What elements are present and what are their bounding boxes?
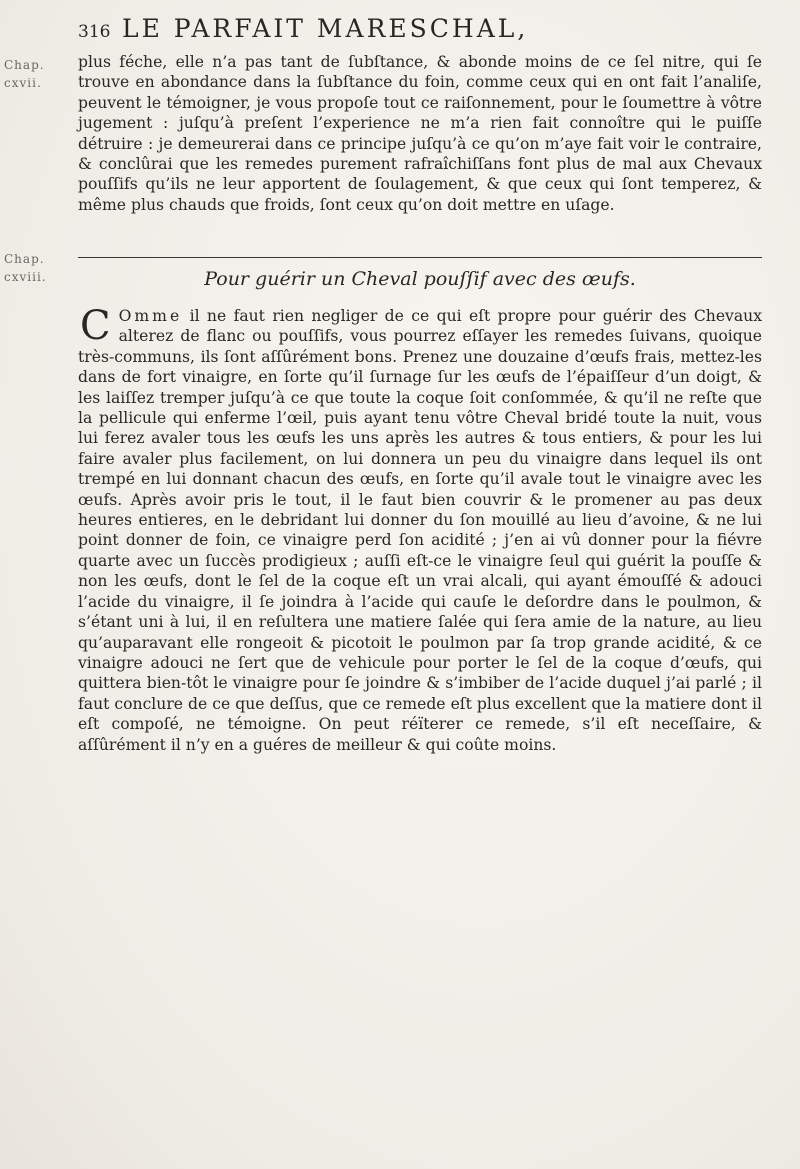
main-paragraph: [78, 303, 762, 755]
margin-chapter-label: Chap.: [4, 252, 45, 266]
first-word: Omme: [118, 307, 183, 325]
main-text: il ne faut rien negliger de ce qui eſt propre pour guérir des Chevaux alterez de flanc ou pouſſifs, vous pourrez eſſayer les remedes ſuivans, quoique très-communs, ils ſont aſſûrément bons. Prenez une douzaine d’œufs frais, mettez-les dans de fort vinaigre, en ſorte qu’il ſurnage ſur les œufs de l’épaiſſeur d’un doigt, & les laiſſez tremper juſqu’à ce que toute la coque ſoit conſommée, & qu’il ne reſte que la pellicule qui enferme l’œil, puis ayant tenu vôtre Cheval bridé toute la nuit, vous lui ferez avaler tous les œufs les uns après les autres & tous entiers, & pour les lui faire avaler plus facilement, on lui donnera un peu du vinaigre dans lequel ils ont trempé en lui donnant chacun des œufs, en ſorte qu’il avale tout le vinaigre avec les œufs. Après avoir pris le tout, il le faut bien couvrir & le promener au pas deux heures entieres, en le debridant lui donner du ſon mouillé au lieu d’avoine, & ne lui point donner de foin, ce vinaigre perd ſon acidité ; j’en ai vû donner pour la fiévre quarte avec un ſuccès prodigieux ; auſſi eſt-ce le vinaigre ſeul qui guérit la pouſſe & non les œufs, dont le ſel de la coque eſt un vrai alcali, qui ayant émouſſé & adouci l’acide du vinaigre, il ſe joindra à l’acide qui cauſe le deſordre dans le poulmon, & s’étant uni à lui, il en reſultera une matiere ſalée qui ſera amie de la nature, au lieu qu’auparavant elle rongeoit & picotoit le poulmon par ſa trop grande acidité, & ce vinaigre adouci ne ſert que de vehicule pour porter le ſel de la coque d’œufs, qui quittera bien-tôt le vinaigre pour ſe joindre & s’imbiber de l’acide duquel j’ai parlé ; il faut conclure de ce que deſſus, que ce remede eſt plus excellent que la matiere dont il eſt compoſé, ne témoigne. On peut réïterer ce remede, s’il eſt neceſſaire, & aſſûrément il n’y en a guéres de meilleur & qui coûte moins.: [78, 307, 762, 754]
margin-note-chapter-cxvii: [4, 56, 64, 92]
margin-chapter-number: cxvii.: [4, 76, 42, 90]
drop-cap: C: [80, 303, 111, 349]
margin-chapter-label: Chap.: [4, 58, 45, 72]
section-title: Pour guérir un Cheval pouſſif avec des œufs.: [204, 268, 636, 290]
section-divider: [78, 257, 762, 258]
running-title: LE PARFAIT MARESCHAL,: [122, 14, 529, 43]
margin-note-chapter-cxviii: [4, 250, 64, 286]
page-header: [78, 14, 768, 44]
margin-chapter-number: cxviii.: [4, 270, 47, 284]
intro-text: plus féche, elle n’a pas tant de ſubſtance, & abonde moins de ce ſel nitre, qui ſe trouve en abondance dans la ſubſtance du foin, comme ceux qui en ont fait l’analiſe, peuvent le témoigner, je vous propoſe tout ce raiſonnement, pour le ſoumettre à vôtre jugement : juſqu’à preſent l’experience ne m’a rien fait connoître qui le puiſſe détruire : je demeurerai dans ce principe juſqu’à ce qu’on m’aye fait voir le contraire, & conclûrai que les remedes purement rafraîchiſſans font plus de mal aux Chevaux pouſſifs qu’ils ne leur apportent de ſoulagement, & que ceux qui ſont temperez, & même plus chauds que froids, ſont ceux qu’on doit mettre en uſage.: [78, 53, 762, 214]
page-number: 316: [78, 22, 111, 42]
intro-paragraph: [78, 52, 762, 215]
